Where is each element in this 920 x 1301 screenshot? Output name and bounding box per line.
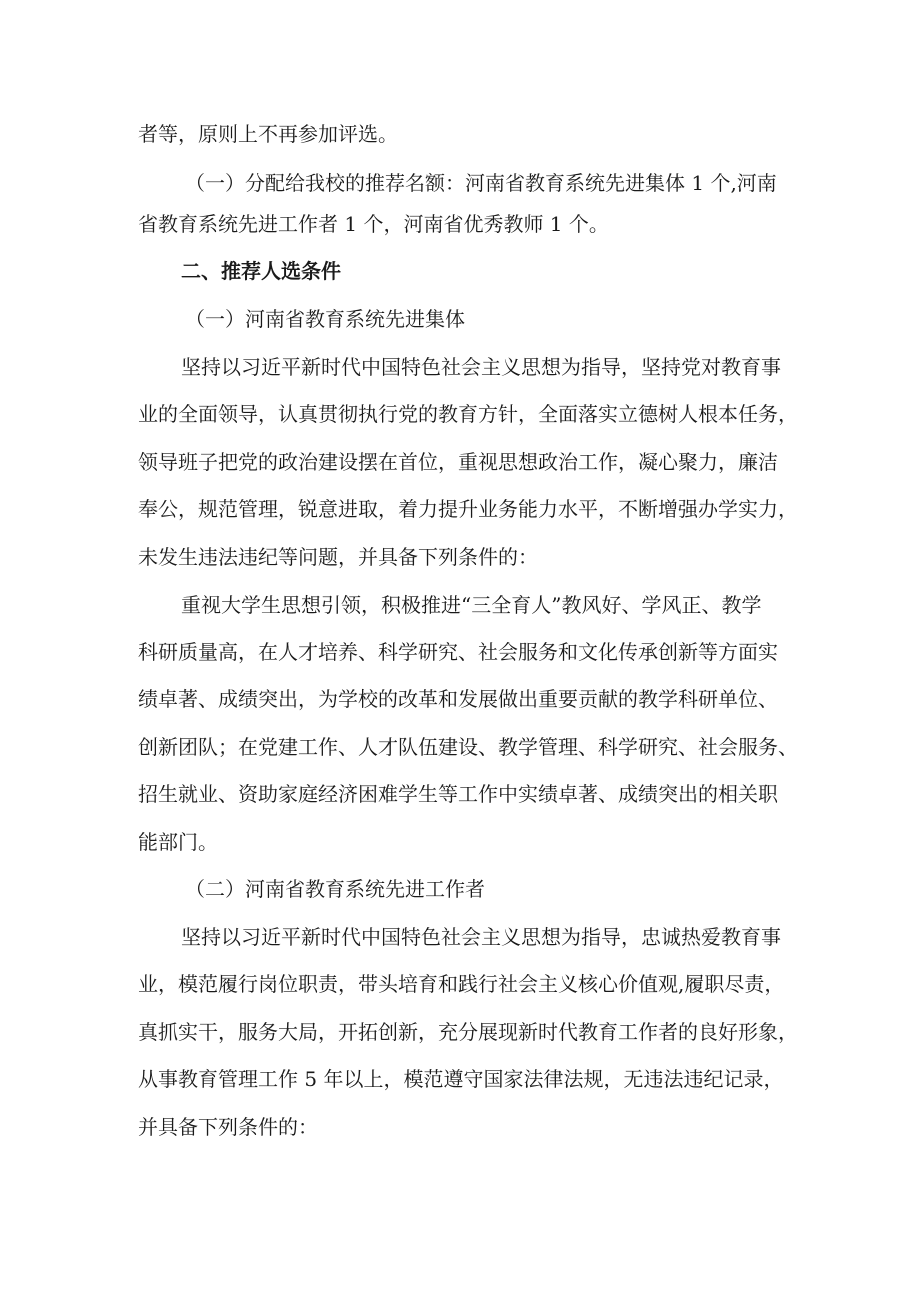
text-line: 绩卓著、成绩突出，为学校的改革和发展做出重要贡献的教学科研单位、 [138, 687, 778, 711]
text-line: 并具备下列条件的： [138, 1115, 318, 1139]
subsection-heading: （一）河南省教育系统先进集体 [185, 307, 465, 331]
text-line: 业，模范履行岗位职责，带头培育和践行社会主义核心价值观,履职尽责， [138, 972, 785, 996]
text-line: 科研质量高，在人才培养、科学研究、社会服务和文化传承创新等方面实 [138, 640, 778, 664]
paragraph-quota: （一）分配给我校的推荐名额：河南省教育系统先进集体 1 个,河南 [185, 171, 777, 195]
paragraph-collective: 坚持以习近平新时代中国特色社会主义思想为指导，坚持党对教育事 [181, 355, 781, 379]
text-line: 招生就业、资助家庭经济困难学生等工作中实绩卓著、成绩突出的相关职 [138, 782, 778, 806]
text-line: 真抓实干，服务大局，开拓创新，充分展现新时代教育工作者的良好形象， [138, 1020, 798, 1044]
text-line: 业的全面领导，认真贯彻执行党的教育方针，全面落实立德树人根本任务， [138, 402, 798, 426]
section-heading: 二、推荐人选条件 [181, 259, 341, 283]
text-line: 者等，原则上不再参加评选。 [138, 122, 398, 146]
subsection-heading: （二）河南省教育系统先进工作者 [185, 877, 485, 901]
text-line: 省教育系统先进工作者 1 个，河南省优秀教师 1 个。 [138, 212, 609, 236]
text-line: 领导班子把党的政治建设摆在首位，重视思想政治工作，凝心聚力，廉洁 [138, 450, 778, 474]
text-line: 从事教育管理工作 5 年以上，模范遵守国家法律法规，无违法违纪记录， [138, 1067, 784, 1091]
text-line: 创新团队；在党建工作、人才队伍建设、教学管理、科学研究、社会服务、 [138, 735, 798, 759]
paragraph-worker: 坚持以习近平新时代中国特色社会主义思想为指导，忠诚热爱教育事 [181, 925, 781, 949]
text-line: 能部门。 [138, 830, 218, 854]
paragraph-criteria: 重视大学生思想引领，积极推进“三全育人”教风好、学风正、教学 [181, 593, 762, 617]
text-line: 未发生违法违纪等问题，并具备下列条件的： [138, 545, 538, 569]
text-line: 奉公，规范管理，锐意进取，着力提升业务能力水平，不断增强办学实力， [138, 497, 798, 521]
